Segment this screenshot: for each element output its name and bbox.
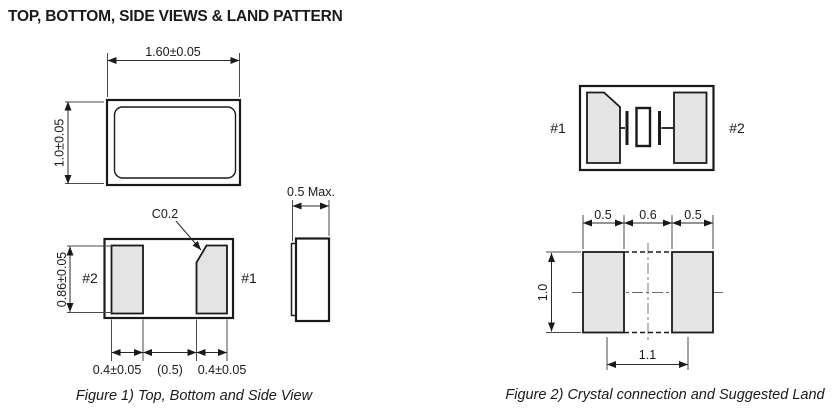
land-pattern-pitch-dimension: 1.1 [638,348,657,362]
bottom-view-right-pad-width-dimension: 0.4±0.05 [197,363,247,377]
figure2-caption: Figure 2) Crystal connection and Suggested Land [505,387,825,403]
bottom-view-left-pad-width-dimension: 0.4±0.05 [92,363,142,377]
figure1-bottom-view [55,207,257,377]
figure1-caption: Figure 1) Top, Bottom and Side View [75,388,313,404]
connection-pad-1-chamfered [587,93,620,164]
figure1-top-view [53,45,241,185]
top-view-lid-outline [115,107,236,178]
connection-pad-2 [674,93,707,164]
connection-pad1-label: #1 [550,120,566,136]
land-pattern-right-pad-width-dimension: 0.5 [684,208,702,222]
figure2-land-pattern [536,208,724,370]
top-view-height-dimension: 1.0±0.05 [52,118,67,168]
bottom-view-pad-height-dimension: 0.86±0.05 [55,251,69,308]
connection-pad2-label: #2 [729,120,745,136]
land-pattern-left-pad [583,252,624,333]
chamfer-callout-label: C0.2 [151,207,179,221]
side-view-thickness-dimension: 0.5 Max. [287,185,335,199]
figure1-side-view [287,185,335,321]
land-pattern-gap-dimension: 0.6 [639,208,657,222]
land-pattern-left-pad-width-dimension: 0.5 [594,208,612,222]
bottom-view-pad1-label: #1 [241,270,257,286]
land-pattern-pad-height-dimension: 1.0 [536,283,550,302]
land-pattern-right-pad [672,252,713,333]
top-view-width-dimension: 1.60±0.05 [145,45,201,59]
bottom-view-pad-1-chamfered [197,246,228,314]
bottom-view-pad2-label: #2 [82,270,98,286]
figure2-connection-view [550,86,745,170]
side-view-body-outline [296,239,329,322]
page-title: TOP, BOTTOM, SIDE VIEWS & LAND PATTERN [8,8,343,25]
bottom-view-gap-dimension: (0.5) [157,363,183,377]
bottom-view-pad-2 [112,246,144,314]
